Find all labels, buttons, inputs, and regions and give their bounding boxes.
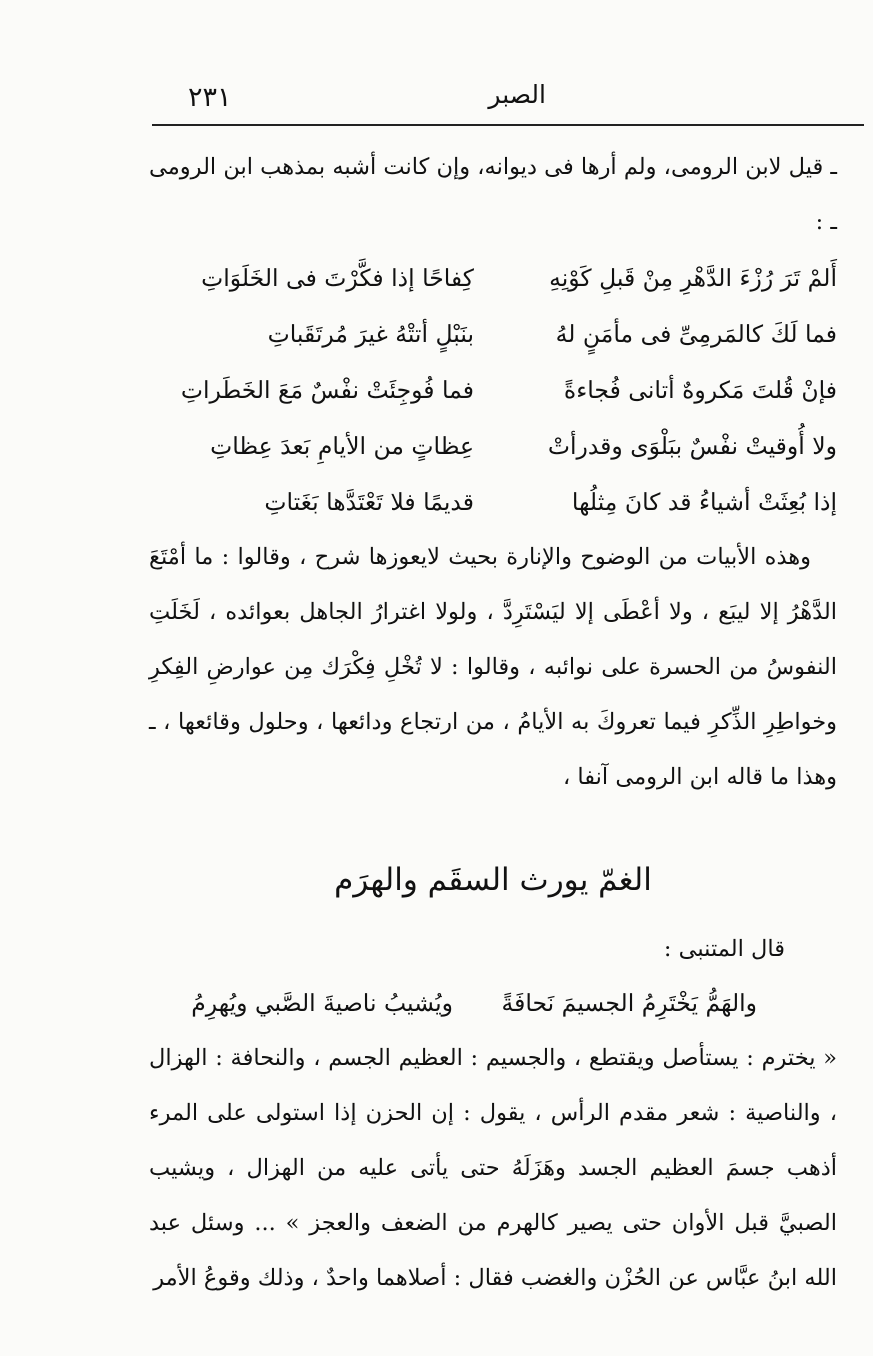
poet-attribution: قال المتنبى : <box>663 936 785 962</box>
running-head <box>152 80 864 122</box>
verse-1-second-hemistich: كِفاحًا إذا فكَّرْتَ فى الخَلَوَاتِ <box>201 264 474 292</box>
poem-ibn-al-rumi <box>149 250 837 530</box>
page-body <box>149 140 837 1306</box>
verse-3-first-hemistich: فإنْ قُلتَ مَكروهٌ أتانى فُجاءةً <box>563 376 837 404</box>
verse-4 <box>149 418 837 474</box>
verse-1-first-hemistich: أَلمْ تَرَ رُزْءَ الدَّهْرِ مِنْ قَبلِ كَوْنِهِ <box>549 264 837 292</box>
verse-2 <box>149 306 837 362</box>
commentary-paragraph: وهذه الأبيات من الوضوح والإنارة بحيث لايعوزها شرح ، وقالوا : ما أمْتَعَ الدَّهْرُ إلا ليبَع ، ولا أعْطَى إلا ليَسْتَرِدَّ ، ولولا اغترارُ الجاهل بعوائده ، لَخَلَتِ النفوسُ من الحسرة على نوائبه ، وقالوا : لا تُخْلِ فِكْرَك مِن عوارضِ الفِكرِ وخواطِرِ الذِّكرِ فيما تعروكَ به الأيامُ ، من ارتجاع ودائعها ، وحلول وقائعها ، ـ وهذا ما قاله ابن الرومى آنفا ، <box>149 544 837 790</box>
verse-al-mutanabbi <box>149 975 837 1031</box>
mutanabbi-first-hemistich: والهَمُّ يَخْتَرِمُ الجسيمَ نَحافَةً <box>501 989 757 1017</box>
verse-5 <box>149 474 837 530</box>
verse-5-second-hemistich: قديمًا فلا تَعْتَدَّها بَغَتاتِ <box>264 488 474 516</box>
verse-3 <box>149 362 837 418</box>
intro-paragraph: ـ قيل لابن الرومى، ولم أرها فى ديوانه، وإن كانت أشبه بمذهب ابن الرومى ـ : <box>148 154 837 235</box>
header-rule <box>152 124 864 126</box>
chapter-title: الصبر <box>488 80 546 109</box>
verse-2-first-hemistich: فما لَكَ كالمَرمِىِّ فى مأمَنٍ لهُ <box>555 320 837 348</box>
verse-1 <box>149 250 837 306</box>
mutanabbi-second-hemistich: ويُشيبُ ناصيةَ الصَّبي ويُهرِمُ <box>191 989 453 1017</box>
verse-5-first-hemistich: إذا بُعِثَتْ أشياءُ قد كانَ مِثلُها <box>571 488 837 516</box>
explanation-paragraph: « يخترم : يستأصل ويقتطع ، والجسيم : العظيم الجسم ، والنحافة : الهزال ، والناصية : شعر مقدم الرأس ، يقول : إن الحزن إذا استولى على المرء أذهب جسمَ العظيم الجسد وهَزَلَهُ حتى يأتى عليه من الهزال ، ويشيب الصبيَّ قبل الأوان حتى يصير كالهرم من الضعف والعجز » ... وسئل عبد الله ابنُ عبَّاس عن الحُزْن والغضب فقال : أصلاهما واحدٌ ، وذلك وقوعُ الأمر <box>149 1045 837 1291</box>
verse-4-second-hemistich: عِظاتٍ من الأيامِ بَعدَ عِظاتِ <box>210 432 474 460</box>
verse-2-second-hemistich: بنَبْلٍ أتتْهُ غيرَ مُرتَقَباتِ <box>267 320 474 348</box>
verse-4-first-hemistich: ولا أُوقيتْ نفْسٌ ببَلْوَى وقدرأتْ <box>547 432 837 460</box>
section-heading: الغمّ يورث السقَم والهرَم <box>334 862 652 898</box>
verse-3-second-hemistich: فما فُوجِئَتْ نفْسٌ مَعَ الخَطَراتِ <box>180 376 474 404</box>
page-number: ٢٣١ <box>188 82 232 113</box>
